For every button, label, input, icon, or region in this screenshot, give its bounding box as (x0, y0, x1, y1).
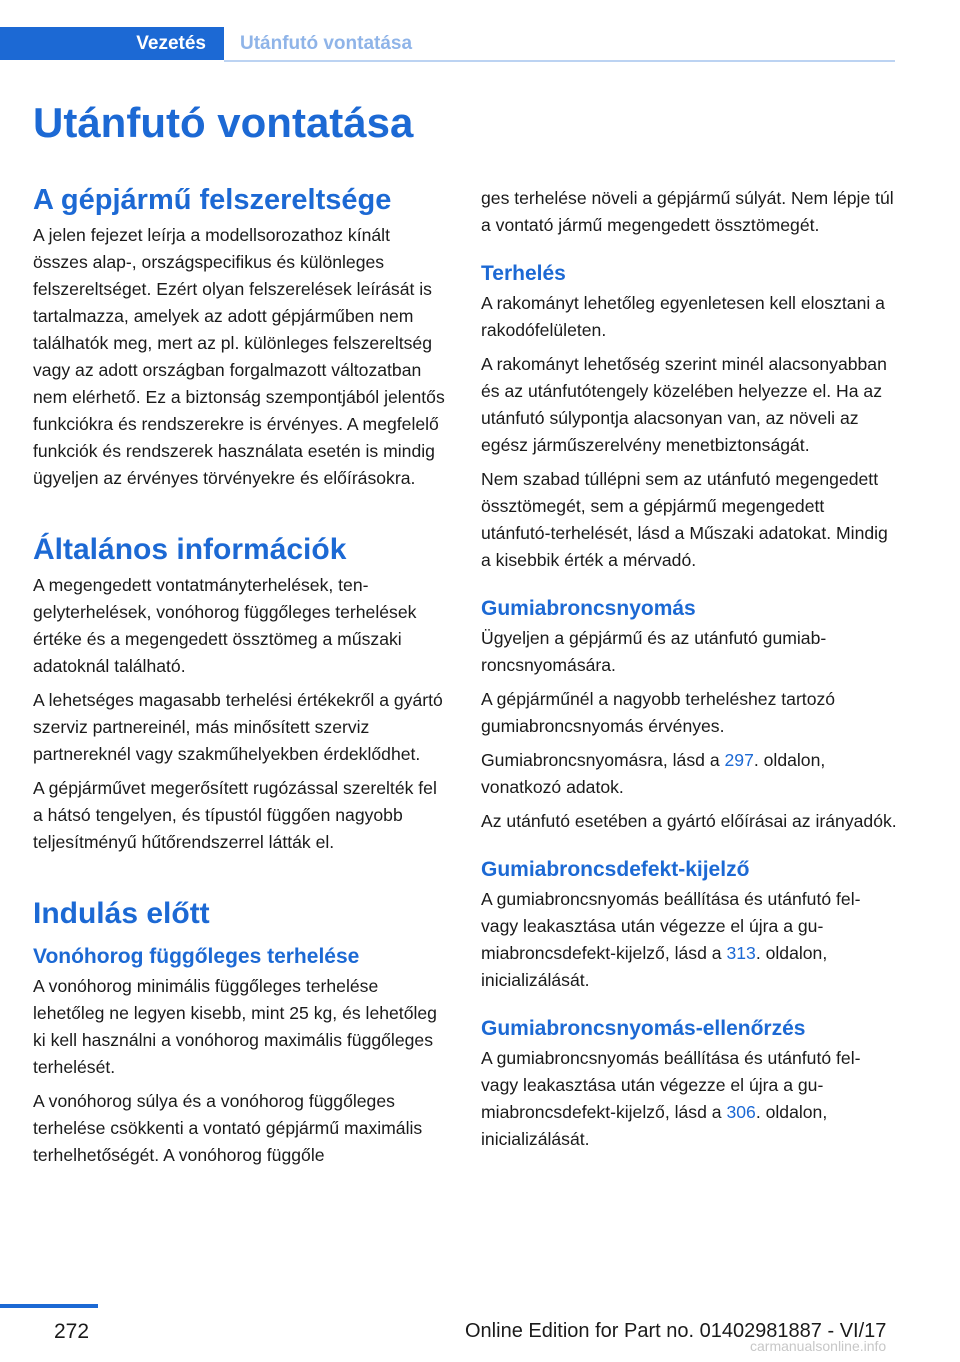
text: . oldalon, vonatkozó adatok. (481, 750, 826, 797)
heading-before-departure: Indulás előtt (33, 897, 210, 930)
footer-edition-text: Online Edition for Part no. 01402981887 - VI/17 (465, 1320, 887, 1342)
watermark: carmanualsonline.info (750, 1338, 887, 1354)
header-tabs (0, 27, 895, 61)
paragraph: Nem szabad túllépni sem az utánfutó megengedett össztömegét, sem a gépjármű megengedett utánfutó-terhelését, lásd a Műszaki adatokat. Mindig a kisebbik érték a mérvadó. (481, 469, 888, 570)
text: Gumiabroncsnyomásra, lásd a (481, 750, 725, 770)
page-title: Utánfutó vontatása (33, 99, 414, 146)
paragraph: A gépjárművet megerősített rugózással szerelték fel a hátsó tengelyen, és típustól függően nagyobb teljesítményű hűtőrendszerrel látták el. (33, 778, 437, 852)
text: . oldalon, inicializálását. (481, 943, 828, 990)
text: . oldalon, inicializálását. (481, 1102, 828, 1149)
heading-flat-tire-monitor: Gumiabroncsdefekt-kijelző (481, 858, 750, 881)
header-divider (224, 60, 895, 62)
paragraph: A vonóhorog súlya és a vonóhorog függőleges terhelése csökkenti a vontató gépjármű maximális terhelhetőségét. A vonóhorog függőle (33, 1091, 423, 1165)
tab-section-vezetes[interactable] (0, 27, 224, 60)
paragraph: A lehetséges magasabb terhelési értékekről a gyártó szerviz partnereinél, más minősített szerviz partnereknél vagy szakműhelyekben érdeklődhet. (33, 690, 443, 764)
text: A gumiabroncsnyomás beállítása és utánfutó fel- vagy leakasztása után végezze el újra a gumiabroncsdefekt-kijelző, lásd a (481, 889, 861, 963)
paragraph: A vonóhorog minimális függőleges terhelése lehetőleg ne legyen kisebb, mint 25 kg, és lehetőleg ki kell használni a vonóhorog maximális függőleges terhelését. (33, 976, 437, 1077)
tab-topic-utanfuto[interactable] (240, 27, 412, 60)
tab-label: Utánfutó vontatása (240, 32, 413, 54)
page-link-297[interactable]: 297 (724, 750, 754, 770)
paragraph (481, 1045, 897, 1153)
paragraph (481, 747, 897, 801)
heading-tire-pressure: Gumiabroncsnyomás (481, 597, 696, 620)
page-number: 272 (54, 1320, 90, 1343)
text: A gumiabroncsnyomás beállítása és utánfutó fel- vagy leakasztása után végezze el újra a gumiabroncsdefekt-kijelző, lásd a (481, 1048, 861, 1122)
paragraph: Az utánfutó esetében a gyártó előírásai az irányadók. (481, 811, 897, 831)
heading-tongue-load: Vonóhorog függőleges terhelése (33, 945, 360, 968)
left-column (33, 180, 449, 1176)
heading-general-info: Általános információk (33, 533, 347, 566)
heading-loading: Terhelés (481, 262, 566, 285)
paragraph: Ügyeljen a gépjármű és az utánfutó gumiabroncsnyomására. (481, 628, 827, 675)
heading-equipment: A gépjármű felszereltsége (33, 184, 392, 216)
heading-tire-pressure-monitor: Gumiabroncsnyomás-ellenőrzés (481, 1017, 806, 1040)
paragraph (481, 886, 897, 994)
tab-label: Vezetés (136, 32, 206, 54)
paragraph: A gépjárműnél a nagyobb terheléshez tartozó gumiabroncsnyomás érvényes. (481, 689, 836, 736)
paragraph: A rakományt lehetőleg egyenletesen kell elosztani a rakodófelületen. (481, 293, 885, 340)
right-column (481, 185, 897, 1160)
paragraph: ges terhelése növeli a gépjármű súlyát. Nem lépje túl a vontató jármű megengedett össztömegét. (481, 188, 894, 235)
page-link-306[interactable]: 306 (726, 1102, 756, 1122)
paragraph: A rakományt lehetőség szerint minél alacsonyabban és az utánfutótengely közelében helyezze el. Ha az utánfutó súlypontja alacsonyan van, az növeli az egész járműszerelvény menetbiztonságát. (481, 354, 887, 455)
paragraph: A jelen fejezet leírja a modellsorozathoz kínált összes alap-, országspecifikus és különleges felszereltséget. Ezért olyan felszerelések leírását is tartalmazza, amelyek az adott gépjárműben nem találhatók meg, mert az pl. különleges felszereltség vagy az adott országban forgalmazott változatban nem elérhető. Ez a biztonság szempontjából jelentős funkciókra és rendszerekre is érvényes. A megfelelő funkciók és rendszerek használata esetén is mindig ügyeljen az érvényes törvényekre és előírásokra. (33, 225, 445, 488)
footer-accent-bar (0, 1304, 98, 1308)
page-link-313[interactable]: 313 (726, 943, 756, 963)
paragraph: A megengedett vontatmányterhelések, tengelyterhelések, vonóhorog függőleges terhelések értéke és a megengedett össztömeg a műszaki adatoknál található. (33, 575, 417, 676)
